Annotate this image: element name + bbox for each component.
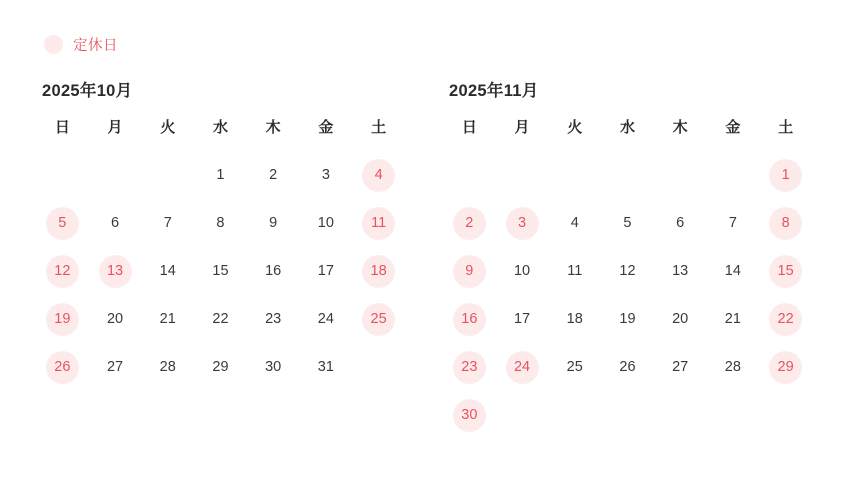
weekday-header-sat: 土: [371, 118, 387, 136]
calendar-day-closed[interactable]: 18: [362, 255, 395, 288]
weekday-header-thu: 木: [265, 118, 281, 136]
weekday-header-tue: 火: [160, 118, 176, 136]
calendars-container: [36, 77, 812, 439]
calendar-day[interactable]: 15: [212, 262, 229, 279]
calendar-day[interactable]: 10: [513, 262, 531, 279]
calendar-day[interactable]: 5: [623, 214, 632, 231]
calendar-day-closed[interactable]: 26: [46, 351, 79, 384]
weekday-header-wed: 水: [212, 118, 228, 136]
calendar-day[interactable]: 14: [159, 262, 176, 279]
calendar-day-closed[interactable]: 25: [362, 303, 395, 336]
calendar-day-empty: [506, 399, 539, 432]
calendar-cell: [352, 151, 405, 199]
calendar-day-closed[interactable]: 19: [46, 303, 79, 336]
calendar-month-1: [36, 77, 405, 439]
calendar-cell: [89, 199, 142, 247]
calendar-cell: [548, 199, 601, 247]
calendar-day[interactable]: 20: [106, 310, 124, 327]
calendar-day[interactable]: 16: [265, 262, 282, 279]
calendar-week-row: [36, 295, 405, 343]
legend: [44, 34, 812, 55]
calendar-day[interactable]: 25: [566, 358, 583, 375]
calendar-cell: [36, 343, 89, 391]
calendar-day-closed[interactable]: 4: [362, 159, 395, 192]
calendar-day-empty: [46, 159, 79, 192]
weekday-header-wed: 水: [619, 118, 635, 136]
weekday-header-row: [443, 115, 812, 151]
calendar-cell: [601, 343, 654, 391]
calendar-cell: [496, 199, 549, 247]
calendar-cell: [352, 199, 405, 247]
calendar-cell: [36, 295, 89, 343]
calendar-day[interactable]: 30: [265, 358, 282, 375]
calendar-day-closed[interactable]: 24: [506, 351, 539, 384]
calendar-cell: [352, 343, 405, 391]
calendar-month-2: [443, 77, 812, 439]
legend-label: 定休日: [73, 38, 118, 54]
calendar-day[interactable]: 20: [672, 310, 689, 327]
calendar-cell: [300, 199, 353, 247]
calendar-day[interactable]: 12: [619, 262, 636, 279]
calendar-day[interactable]: 27: [672, 358, 689, 375]
calendar-cell: [247, 247, 300, 295]
calendar-cell: [707, 295, 760, 343]
calendar-day-closed[interactable]: 30: [453, 399, 486, 432]
calendar-cell: [443, 343, 496, 391]
calendar-day-closed[interactable]: 16: [453, 303, 486, 336]
calendar-day-closed[interactable]: 22: [769, 303, 802, 336]
calendar-day-empty: [362, 351, 395, 384]
calendar-week-row: [443, 391, 812, 439]
calendar-day-empty: [558, 159, 591, 192]
calendar-cell: [89, 343, 142, 391]
calendar-day[interactable]: 7: [728, 214, 737, 231]
weekday-header-thu: 木: [672, 118, 688, 136]
calendar-day-empty: [769, 399, 802, 432]
weekday-header-sun: 日: [461, 118, 477, 136]
calendar-day-closed[interactable]: 23: [453, 351, 486, 384]
calendar-cell: [194, 343, 247, 391]
calendar-cell: [89, 151, 142, 199]
weekday-header-mon: 月: [514, 118, 530, 136]
calendar-day-empty: [558, 399, 591, 432]
calendar-body: [443, 151, 812, 439]
calendar-day-empty: [611, 159, 644, 192]
calendar-day[interactable]: 21: [159, 310, 176, 327]
calendar-cell: [141, 343, 194, 391]
calendar-day-closed[interactable]: 29: [769, 351, 802, 384]
calendar-cell: [141, 151, 194, 199]
calendar-cell: [759, 151, 812, 199]
calendar-cell: [759, 295, 812, 343]
calendar-day-empty: [506, 159, 539, 192]
calendar-cell: [352, 295, 405, 343]
calendar-table: [443, 115, 812, 439]
calendar-cell: [707, 151, 760, 199]
calendar-title: 2025年10月: [42, 82, 133, 100]
calendar-cell: [194, 247, 247, 295]
calendar-cell: [300, 247, 353, 295]
weekday-header-tue: 火: [567, 118, 583, 136]
calendar-day[interactable]: 6: [111, 214, 120, 231]
closed-day-swatch-icon: [44, 35, 63, 54]
calendar-day-closed[interactable]: 8: [769, 207, 802, 240]
calendar-cell: [300, 343, 353, 391]
calendar-day-closed[interactable]: 13: [99, 255, 132, 288]
calendar-day[interactable]: 21: [724, 310, 741, 327]
weekday-header-mon: 月: [107, 118, 123, 136]
weekday-header-fri: 金: [318, 118, 334, 136]
calendar-cell: [141, 295, 194, 343]
calendar-week-row: [443, 151, 812, 199]
calendar-day[interactable]: 29: [212, 358, 229, 375]
calendar-day[interactable]: 17: [513, 310, 531, 327]
calendar-cell: [548, 247, 601, 295]
calendar-cell: [759, 247, 812, 295]
calendar-day[interactable]: 4: [570, 214, 579, 231]
calendar-day-empty: [99, 159, 132, 192]
calendar-day-empty: [664, 159, 697, 192]
calendar-cell: [654, 151, 707, 199]
calendar-day[interactable]: 18: [566, 310, 583, 327]
calendar-day-empty: [151, 159, 184, 192]
calendar-cell: [443, 247, 496, 295]
calendar-week-row: [36, 247, 405, 295]
calendar-cell: [247, 343, 300, 391]
calendar-cell: [141, 199, 194, 247]
calendar-cell: [496, 151, 549, 199]
calendar-cell: [759, 391, 812, 439]
calendar-cell: [194, 295, 247, 343]
calendar-cell: [443, 295, 496, 343]
calendar-body: [36, 151, 405, 391]
calendar-day-empty: [611, 399, 644, 432]
calendar-day-empty: [664, 399, 697, 432]
calendar-day-closed[interactable]: 3: [506, 207, 539, 240]
calendar-day-closed[interactable]: 1: [769, 159, 802, 192]
calendar-day[interactable]: 6: [676, 214, 685, 231]
calendar-day[interactable]: 13: [672, 262, 689, 279]
calendar-day-closed[interactable]: 2: [453, 207, 486, 240]
calendar-cell: [759, 199, 812, 247]
calendar-day[interactable]: 17: [317, 262, 334, 279]
calendar-day[interactable]: 14: [724, 262, 741, 279]
calendar-cell: [36, 151, 89, 199]
calendar-day[interactable]: 11: [567, 262, 583, 279]
calendar-week-row: [36, 151, 405, 199]
calendar-day[interactable]: 27: [106, 358, 124, 375]
calendar-day[interactable]: 10: [317, 214, 334, 231]
calendar-cell: [300, 151, 353, 199]
calendar-cell: [707, 343, 760, 391]
calendar-day[interactable]: 2: [269, 166, 278, 183]
calendar-cell: [654, 295, 707, 343]
calendar-cell: [707, 391, 760, 439]
calendar-cell: [654, 247, 707, 295]
calendar-week-row: [443, 199, 812, 247]
calendar-cell: [496, 247, 549, 295]
calendar-title: 2025年11月: [449, 82, 539, 100]
calendar-cell: [601, 391, 654, 439]
calendar-cell: [247, 295, 300, 343]
calendar-day-closed[interactable]: 15: [769, 255, 802, 288]
calendar-cell: [141, 247, 194, 295]
calendar-day[interactable]: 1: [216, 166, 225, 183]
calendar-day[interactable]: 31: [317, 358, 334, 375]
calendar-cell: [89, 247, 142, 295]
calendar-week-row: [443, 247, 812, 295]
calendar-day[interactable]: 9: [269, 214, 278, 231]
calendar-cell: [601, 151, 654, 199]
calendar-cell: [548, 295, 601, 343]
calendar-day[interactable]: 28: [159, 358, 176, 375]
calendar-week-row: [36, 199, 405, 247]
calendar-day[interactable]: 24: [317, 310, 334, 327]
calendar-cell: [194, 199, 247, 247]
calendar-cell: [300, 295, 353, 343]
calendar-cell: [654, 199, 707, 247]
calendar-day-empty: [453, 159, 486, 192]
calendar-day[interactable]: 26: [619, 358, 636, 375]
calendar-week-row: [443, 295, 812, 343]
calendar-cell: [496, 391, 549, 439]
calendar-cell: [443, 151, 496, 199]
calendar-cell: [548, 343, 601, 391]
calendar-cell: [36, 247, 89, 295]
calendar-day[interactable]: 7: [163, 214, 172, 231]
calendar-cell: [548, 391, 601, 439]
calendar-cell: [194, 151, 247, 199]
calendar-cell: [89, 295, 142, 343]
calendar-cell: [654, 343, 707, 391]
calendar-cell: [601, 295, 654, 343]
calendar-week-row: [36, 343, 405, 391]
calendar-day[interactable]: 28: [724, 358, 741, 375]
calendar-table: [36, 115, 405, 391]
calendar-cell: [601, 247, 654, 295]
calendar-cell: [601, 199, 654, 247]
calendar-cell: [707, 247, 760, 295]
calendar-day-closed[interactable]: 11: [362, 207, 395, 240]
weekday-header-sun: 日: [54, 118, 70, 136]
calendar-cell: [759, 343, 812, 391]
weekday-header-sat: 土: [778, 118, 794, 136]
calendar-cell: [548, 151, 601, 199]
calendar-day-empty: [716, 399, 749, 432]
calendar-week-row: [443, 343, 812, 391]
calendar-day[interactable]: 8: [216, 214, 225, 231]
weekday-header-fri: 金: [725, 118, 741, 136]
calendar-cell: [247, 151, 300, 199]
calendar-day[interactable]: 19: [619, 310, 636, 327]
weekday-header-row: [36, 115, 405, 151]
calendar-cell: [654, 391, 707, 439]
calendar-cell: [496, 343, 549, 391]
calendar-cell: [352, 247, 405, 295]
calendar-cell: [247, 199, 300, 247]
calendar-cell: [36, 199, 89, 247]
calendar-day[interactable]: 23: [265, 310, 282, 327]
calendar-cell: [496, 295, 549, 343]
calendar-day[interactable]: 22: [212, 310, 229, 327]
calendar-day-closed[interactable]: 12: [46, 255, 79, 288]
calendar-cell: [707, 199, 760, 247]
calendar-cell: [443, 391, 496, 439]
calendar-day[interactable]: 3: [321, 166, 330, 183]
calendar-day-empty: [716, 159, 749, 192]
calendar-day-closed[interactable]: 9: [453, 255, 486, 288]
calendar-day-closed[interactable]: 5: [46, 207, 79, 240]
calendar-cell: [443, 199, 496, 247]
